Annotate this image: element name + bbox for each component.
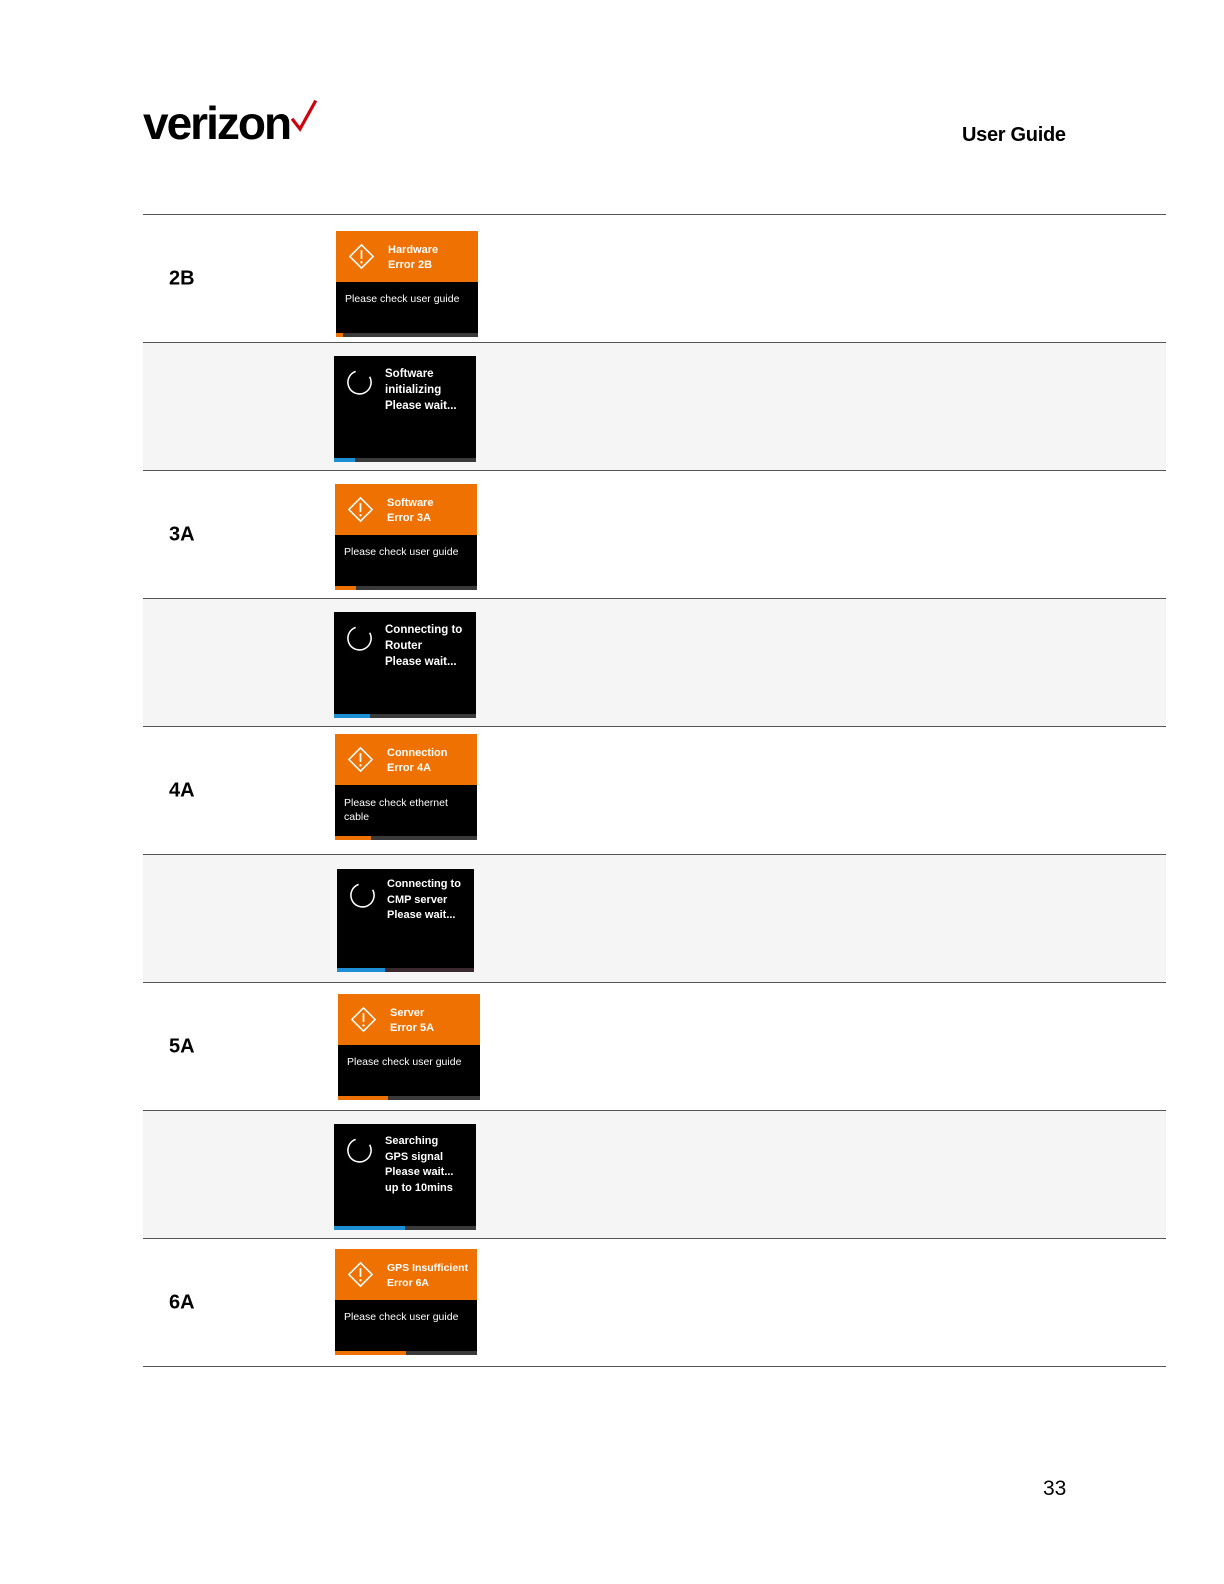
warning-diamond-icon <box>346 745 375 774</box>
error-title-line: Error 5A <box>390 1022 435 1034</box>
device-screen-error <box>336 231 478 337</box>
error-title <box>387 1261 468 1291</box>
spinner-icon <box>345 624 374 653</box>
error-title-line: Error 6A <box>387 1277 430 1289</box>
table-row <box>143 214 1166 342</box>
status-message <box>385 622 462 670</box>
progress-track <box>334 1226 476 1230</box>
status-line: Software <box>385 368 434 380</box>
error-title-line: Software <box>387 497 434 509</box>
error-code: 2B <box>169 267 195 289</box>
error-title-line: Hardware <box>388 244 439 256</box>
progress-fill <box>334 1226 405 1230</box>
status-message <box>387 877 461 924</box>
page-number: 33 <box>1043 1477 1067 1500</box>
progress-track <box>338 1096 480 1100</box>
error-message: Please check user guide <box>345 293 460 305</box>
status-line: Router <box>385 640 423 652</box>
table-row <box>143 598 1166 726</box>
progress-fill <box>334 458 355 462</box>
progress-track <box>335 586 477 590</box>
status-line: Searching <box>385 1135 439 1147</box>
error-code: 3A <box>169 523 195 545</box>
progress-track <box>336 333 478 337</box>
error-title-line: Connection <box>387 747 448 759</box>
progress-fill <box>335 586 356 590</box>
warning-diamond-icon <box>346 1260 375 1289</box>
status-line: Please wait... <box>387 909 456 921</box>
device-screen-status <box>334 356 476 462</box>
document-title: User Guide <box>962 124 1066 146</box>
progress-track <box>334 458 476 462</box>
status-line: Please wait... <box>385 400 457 412</box>
progress-track <box>335 836 477 840</box>
error-code: 6A <box>169 1291 195 1313</box>
table-row <box>143 854 1166 982</box>
status-line: Connecting to <box>387 878 461 890</box>
status-line: GPS signal <box>385 1150 444 1163</box>
status-line: CMP server <box>387 893 448 906</box>
status-line: up to 10mins <box>385 1181 453 1194</box>
checkmark-icon <box>291 100 317 132</box>
progress-fill <box>335 1351 406 1355</box>
progress-fill <box>337 968 385 972</box>
error-codes-table <box>143 214 1166 1367</box>
device-screen-status <box>334 1124 476 1230</box>
progress-track <box>337 968 474 972</box>
table-row <box>143 726 1166 854</box>
error-title <box>387 746 448 776</box>
logo-wordmark: verizon <box>143 97 291 149</box>
error-message: Please check user guide <box>347 1056 462 1068</box>
error-title <box>390 1006 434 1036</box>
device-screen-error <box>338 994 480 1100</box>
error-message: Please check user guide <box>344 546 459 558</box>
device-screen-error <box>335 484 477 590</box>
status-line: Please wait... <box>385 1166 454 1178</box>
table-row <box>143 1110 1166 1238</box>
error-title <box>388 243 438 273</box>
device-screen-status <box>337 869 474 972</box>
device-screen-error <box>335 1249 477 1355</box>
device-screen-status <box>334 612 476 718</box>
error-title-line: Error 4A <box>387 762 432 774</box>
progress-track <box>335 1351 477 1355</box>
progress-fill <box>338 1096 388 1100</box>
warning-diamond-icon <box>346 495 375 524</box>
progress-track <box>334 714 476 718</box>
error-message: Please check user guide <box>344 1311 459 1323</box>
error-message: Please check ethernet cable <box>344 797 448 823</box>
device-screen-error <box>335 734 477 840</box>
error-title-line: Server <box>390 1007 425 1019</box>
spinner-icon <box>348 881 377 910</box>
progress-fill <box>334 714 370 718</box>
status-message <box>385 1134 453 1196</box>
progress-fill <box>336 333 343 337</box>
spinner-icon <box>345 1136 374 1165</box>
spinner-icon <box>345 368 374 397</box>
status-message <box>385 366 457 414</box>
progress-fill <box>335 836 371 840</box>
error-title-line: Error 3A <box>387 512 432 524</box>
table-row <box>143 470 1166 598</box>
error-code: 5A <box>169 1035 195 1057</box>
warning-diamond-icon <box>349 1005 378 1034</box>
status-line: Please wait... <box>385 656 457 668</box>
table-row <box>143 982 1166 1110</box>
error-title <box>387 496 433 526</box>
error-code: 4A <box>169 779 195 801</box>
status-line: Connecting to <box>385 624 463 636</box>
error-title-line: GPS Insufficient <box>387 1262 469 1274</box>
status-line: initializing <box>385 384 442 396</box>
table-row <box>143 342 1166 470</box>
verizon-logo <box>143 98 317 148</box>
error-title-line: Error 2B <box>388 259 433 271</box>
warning-diamond-icon <box>347 242 376 271</box>
table-row <box>143 1238 1166 1367</box>
